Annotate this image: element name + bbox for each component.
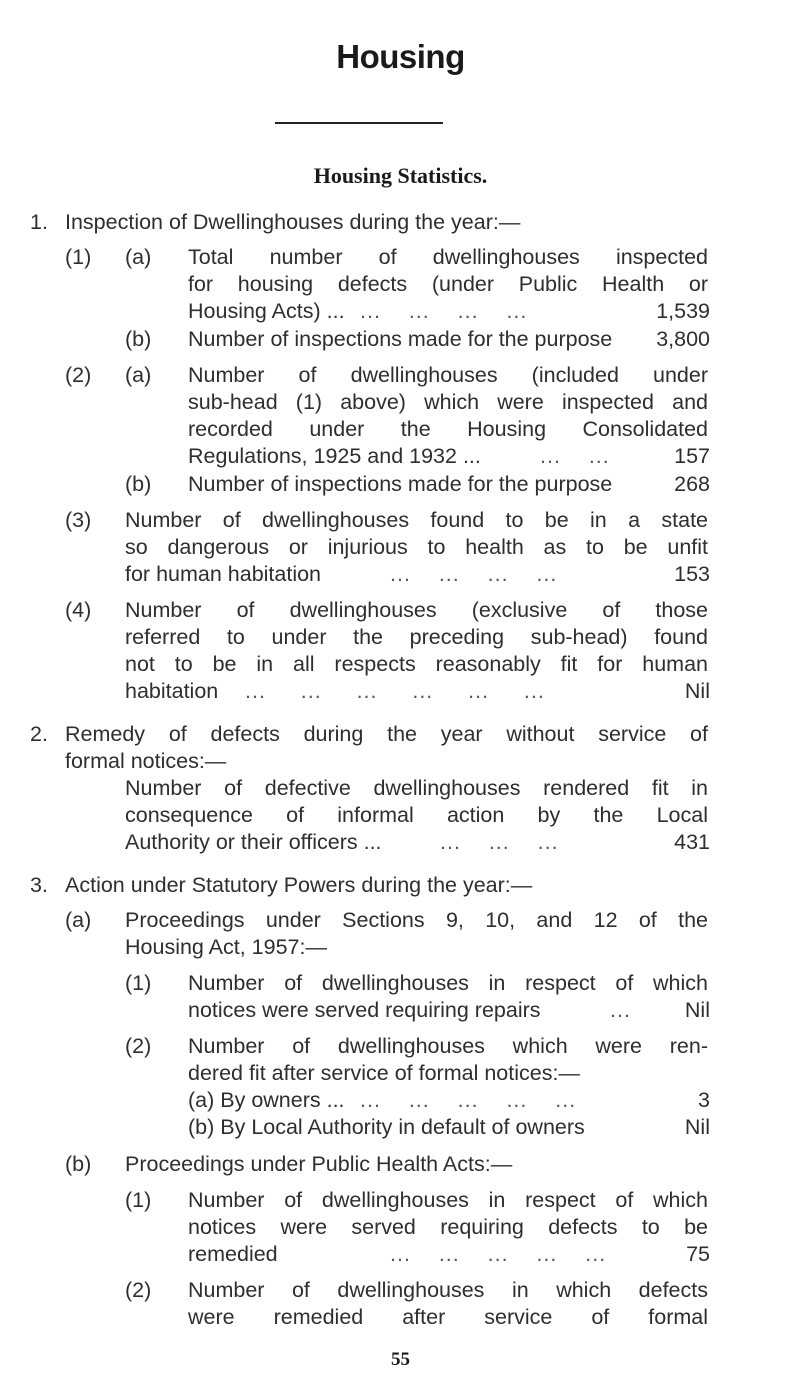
item-1-1-a-line: Housing Acts) ... — [188, 299, 345, 323]
item-3-b-1-line: notices were served requiring defects to be — [188, 1215, 708, 1239]
item-1-1-a-value: 1,539 — [656, 299, 710, 323]
item-1-3-line: so dangerous or injurious to health as to be unfit — [125, 535, 708, 559]
item-1-2-b-text: Number of inspections made for the purpose — [188, 472, 613, 496]
item-1-2-b-label: (b) — [125, 472, 152, 496]
item-3-a-2-b: (b) By Local Authority in default of owners — [188, 1115, 585, 1139]
page-title: Housing — [336, 38, 465, 75]
title-rule — [275, 122, 443, 124]
item-3-b-1-line: remedied — [188, 1242, 278, 1266]
item-1-2-a-line: Number of dwellinghouses (included under — [188, 363, 708, 387]
item-3-b-1-value: 75 — [686, 1242, 710, 1266]
item-3-a-1-line: Number of dwellinghouses in respect of which — [188, 971, 708, 995]
item-3-a-label: (a) — [65, 908, 92, 932]
item-3-a-2-a-value: 3 — [698, 1088, 710, 1112]
leader-dots: ... — [610, 998, 631, 1022]
item-3-a-2-a: (a) By owners ... — [188, 1088, 345, 1112]
item-1-4-line: referred to under the preceding sub-head) found — [125, 625, 708, 649]
item-3-a-1-value: Nil — [684, 998, 710, 1022]
item-1-1-a-line: Total number of dwellinghouses inspected — [188, 245, 708, 269]
item-3-a-2-b-value: Nil — [684, 1115, 710, 1139]
leader-dots: ... ... ... — [440, 830, 559, 854]
item-1-1-number: (1) — [65, 245, 92, 269]
section-1-heading: Inspection of Dwellinghouses during the year:— — [65, 210, 521, 234]
item-3-a-2-line: Number of dwellinghouses which were ren- — [188, 1034, 708, 1058]
section-2-line: Authority or their officers ... — [125, 830, 382, 854]
item-3-a-1-line: notices were served requiring repairs — [188, 998, 541, 1022]
section-2-number: 2. — [30, 722, 48, 746]
section-2-line: Number of defective dwellinghouses rendered fit in — [125, 776, 708, 800]
item-1-3-line: Number of dwellinghouses found to be in a state — [125, 508, 708, 532]
leader-dots: ... ... ... ... — [390, 562, 558, 586]
item-1-2-number: (2) — [65, 363, 92, 387]
item-1-2-a-line: sub-head (1) above) which were inspected and — [188, 390, 708, 414]
item-1-2-a-value: 157 — [674, 444, 710, 468]
section-3-number: 3. — [30, 873, 48, 897]
item-1-1-b-value: 3,800 — [656, 327, 710, 351]
item-1-4-line: not to be in all respects reasonably fit for human — [125, 652, 708, 676]
item-1-4-line: Number of dwellinghouses (exclusive of those — [125, 598, 708, 622]
page-number: 55 — [391, 1349, 410, 1370]
item-1-2-a-label: (a) — [125, 363, 152, 387]
item-3-a-line: Housing Act, 1957:— — [125, 935, 327, 959]
item-1-4-number: (4) — [65, 598, 92, 622]
section-3-heading: Action under Statutory Powers during the year:— — [65, 873, 533, 897]
item-3-a-2-number: (2) — [125, 1034, 152, 1058]
leader-dots: ... ... ... ... — [360, 299, 528, 323]
item-1-3-line: for human habitation — [125, 562, 322, 586]
item-1-3-number: (3) — [65, 508, 92, 532]
item-3-a-1-number: (1) — [125, 971, 152, 995]
item-1-4-line: habitation — [125, 679, 219, 703]
item-1-2-a-line: Regulations, 1925 and 1932 ... — [188, 444, 481, 468]
section-2-line: formal notices:— — [65, 749, 227, 773]
section-2-line: consequence of informal action by the Local — [125, 803, 708, 827]
section-2-line: Remedy of defects during the year without service of — [65, 722, 708, 746]
item-1-2-a-line: recorded under the Housing Consolidated — [188, 417, 708, 441]
section-1-number: 1. — [30, 210, 48, 234]
item-1-3-value: 153 — [674, 562, 710, 586]
item-1-1-b-text: Number of inspections made for the purpose — [188, 327, 613, 351]
item-3-a-line: Proceedings under Sections 9, 10, and 12 of the — [125, 908, 708, 932]
item-1-1-a-label: (a) — [125, 245, 152, 269]
leader-dots: ... ... ... ... ... ... — [245, 679, 545, 703]
item-3-b-2-number: (2) — [125, 1278, 152, 1302]
item-3-b-label: (b) — [65, 1152, 92, 1176]
item-3-b-1-number: (1) — [125, 1188, 152, 1212]
item-1-4-value: Nil — [684, 679, 710, 703]
item-1-1-a-line: for housing defects (under Public Health or — [188, 272, 708, 296]
item-3-b-1-line: Number of dwellinghouses in respect of which — [188, 1188, 708, 1212]
leader-dots: ... ... ... ... ... — [390, 1242, 607, 1266]
section-title: Housing Statistics. — [313, 163, 488, 188]
item-1-1-b-label: (b) — [125, 327, 152, 351]
item-3-b-line: Proceedings under Public Health Acts:— — [125, 1152, 513, 1176]
item-3-a-2-line: dered fit after service of formal notices:— — [188, 1061, 580, 1085]
item-1-2-b-value: 268 — [674, 472, 710, 496]
item-3-b-2-line: Number of dwellinghouses in which defects — [188, 1278, 708, 1302]
section-2-value: 431 — [674, 830, 710, 854]
leader-dots: ... ... ... ... ... — [360, 1088, 577, 1112]
leader-dots: ... ... — [540, 444, 610, 468]
item-3-b-2-line: were remedied after service of formal — [188, 1305, 708, 1329]
